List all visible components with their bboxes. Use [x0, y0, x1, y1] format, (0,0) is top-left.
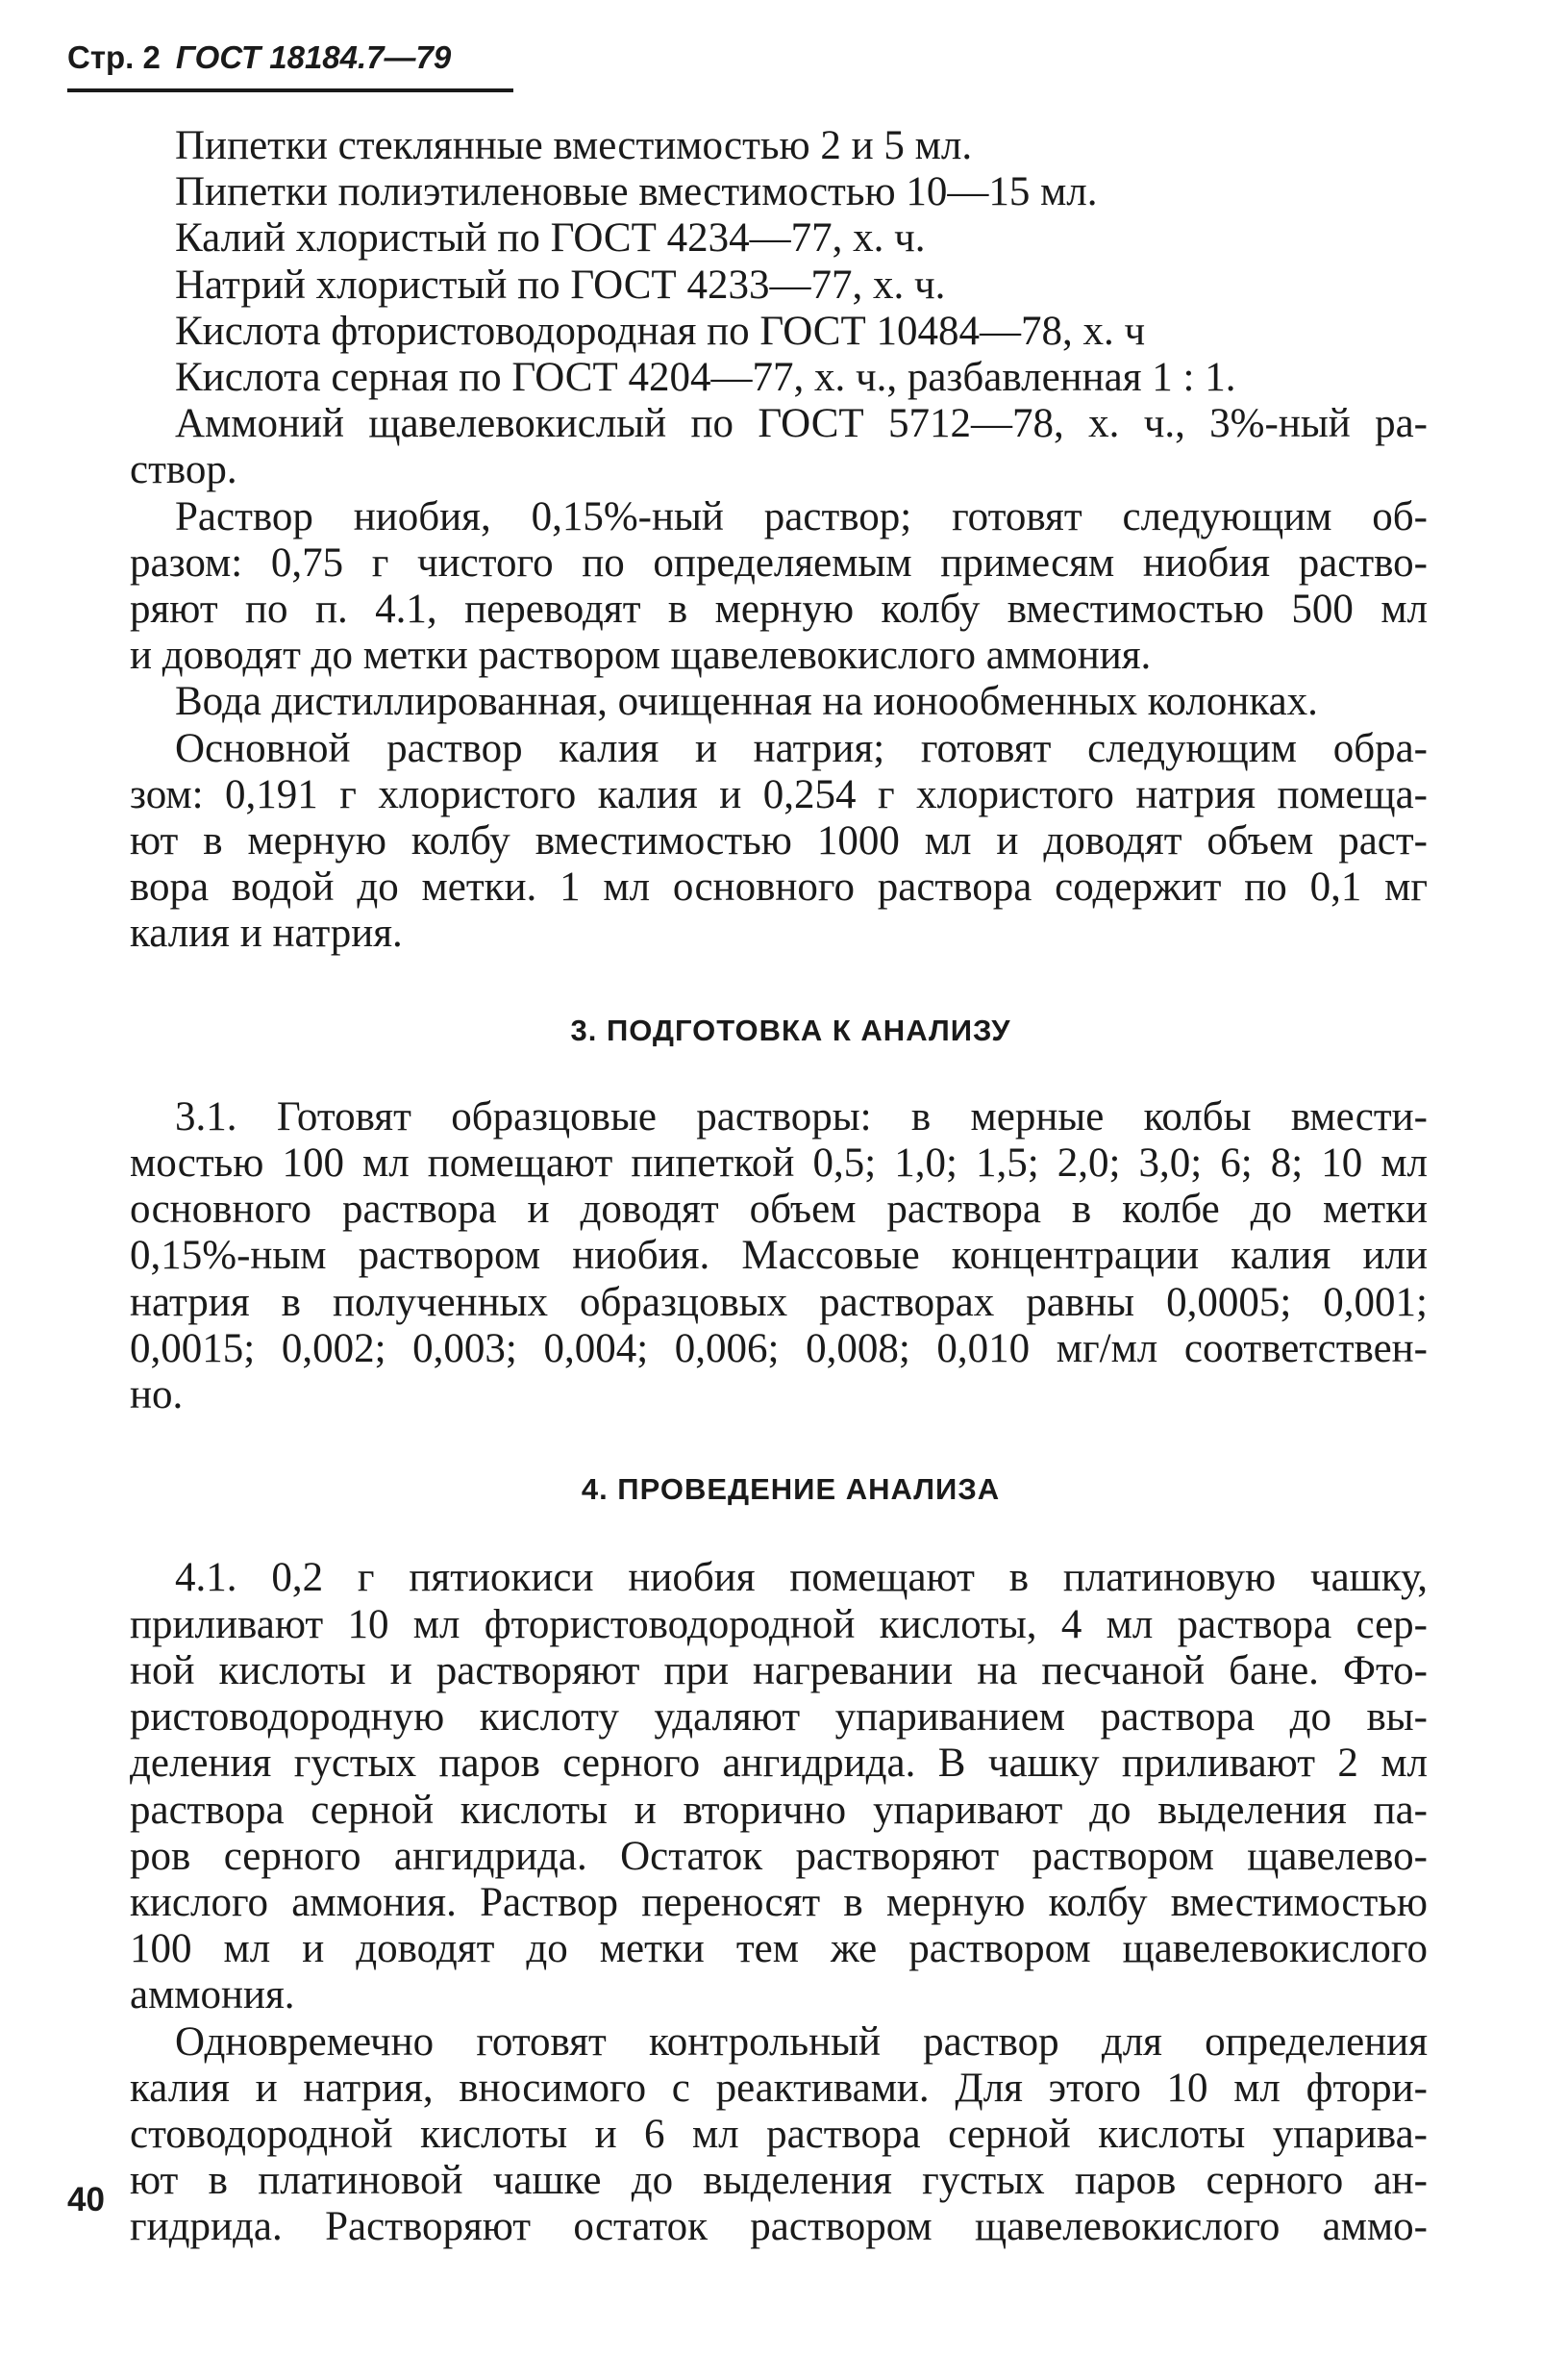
section-3-line: основного раствора и доводят объем раствора в колбе до метки: [130, 1187, 1428, 1233]
section-4-line: ют в платиновой чашке до выделения густых паров серного ан-: [130, 2158, 1428, 2204]
page-label: Стр. 2: [67, 39, 161, 75]
stock-solution-line: калия и натрия.: [130, 911, 403, 957]
stock-solution-line: ют в мерную колбу вместимостью 1000 мл и доводят объем раст-: [130, 818, 1428, 864]
niobium-solution-line: Раствор ниобия, 0,15%-ный раствор; готовят следующим об-: [175, 493, 1428, 539]
reagent-line: Аммоний щавелевокислый по ГОСТ 5712—78, х. ч., 3%-ный ра-: [175, 401, 1428, 447]
reagent-line: Кислота серная по ГОСТ 4204—77, х. ч., разбавленная 1 : 1.: [175, 355, 1236, 401]
section-4-line: ров серного ангидрида. Остаток растворяют раствором щавелево-: [130, 1833, 1428, 1879]
reagent-line: Пипетки полиэтиленовые вместимостью 10—15 мл.: [175, 169, 1098, 215]
section-4-line: 100 мл и доводят до метки тем же раствором щавелевокислого: [130, 1926, 1428, 1972]
water-line: Вода дистиллированная, очищенная на ионообменных колонках.: [175, 679, 1318, 725]
stock-solution-line: Основной раствор калия и натрия; готовят следующим обра-: [175, 725, 1428, 771]
running-header: [67, 38, 519, 77]
section-4-line: гидрида. Растворяют остаток раствором щавелевокислого аммо-: [130, 2204, 1428, 2250]
section-4-line: калия и натрия, вносимого с реактивами. Для этого 10 мл фтори-: [130, 2065, 1428, 2111]
page-number: 40: [67, 2181, 105, 2218]
niobium-solution-line: разом: 0,75 г чистого по определяемым примесям ниобия раство-: [130, 539, 1428, 586]
reagent-line: Натрий хлористый по ГОСТ 4233—77, х. ч.: [175, 262, 946, 308]
section-3-line: мостью 100 мл помещают пипеткой 0,5; 1,0; 1,5; 2,0; 3,0; 6; 8; 10 мл: [130, 1140, 1428, 1187]
reagent-line: Пипетки стеклянные вместимостью 2 и 5 мл.: [175, 123, 973, 168]
section-4-line: деления густых паров серного ангидрида. В чашку приливают 2 мл: [130, 1741, 1428, 1787]
section-4-heading: 4. ПРОВЕДЕНИЕ АНАЛИЗА: [581, 1472, 1001, 1507]
reagent-line: Калий хлористый по ГОСТ 4234—77, х. ч.: [175, 215, 926, 262]
section-4-line: раствора серной кислоты и вторично упаривают до выделения па-: [130, 1787, 1428, 1833]
section-3-line: но.: [130, 1372, 184, 1418]
section-4-line: Одновремечно готовят контрольный раствор для определения: [175, 2018, 1428, 2065]
reagent-line: Кислота фтористоводородная по ГОСТ 10484—78, х. ч: [175, 308, 1146, 354]
standard-code: ГОСТ 18184.7—79: [175, 39, 452, 75]
stock-solution-line: вора водой до метки. 1 мл основного раствора содержит по 0,1 мг: [130, 864, 1428, 911]
document-body: [130, 123, 1428, 2251]
section-3-line: 0,15%-ным раствором ниобия. Массовые концентрации калия или: [130, 1233, 1428, 1279]
section-4-line: ной кислоты и растворяют при нагревании на песчаной бане. Фто-: [130, 1647, 1428, 1693]
reagent-line: створ.: [130, 447, 237, 493]
section-3-line: натрия в полученных образцовых растворах равны 0,0005; 0,001;: [130, 1279, 1428, 1325]
section-4-line: ристоводородную кислоту удаляют упариванием раствора до вы-: [130, 1694, 1428, 1741]
section-3-line: 3.1. Готовят образцовые растворы: в мерные колбы вмести-: [175, 1093, 1428, 1140]
section-4-line: кислого аммония. Раствор переносят в мерную колбу вместимостью: [130, 1879, 1428, 1925]
niobium-solution-line: и доводят до метки раствором щавелевокислого аммония.: [130, 633, 1152, 679]
section-4-line: аммония.: [130, 1972, 295, 2018]
header-rule: [67, 88, 513, 92]
niobium-solution-line: ряют по п. 4.1, переводят в мерную колбу вместимостью 500 мл: [130, 587, 1428, 633]
section-4-line: приливают 10 мл фтористоводородной кислоты, 4 мл раствора сер-: [130, 1601, 1428, 1647]
stock-solution-line: зом: 0,191 г хлористого калия и 0,254 г хлористого натрия помеща-: [130, 771, 1428, 817]
section-4-line: 4.1. 0,2 г пятиокиси ниобия помещают в платиновую чашку,: [175, 1555, 1428, 1601]
section-3-heading: 3. ПОДГОТОВКА К АНАЛИЗУ: [570, 1013, 1011, 1047]
section-4-line: стоводородной кислоты и 6 мл раствора серной кислоты упарива-: [130, 2111, 1428, 2157]
section-3-line: 0,0015; 0,002; 0,003; 0,004; 0,006; 0,008; 0,010 мг/мл соответствен-: [130, 1325, 1428, 1371]
